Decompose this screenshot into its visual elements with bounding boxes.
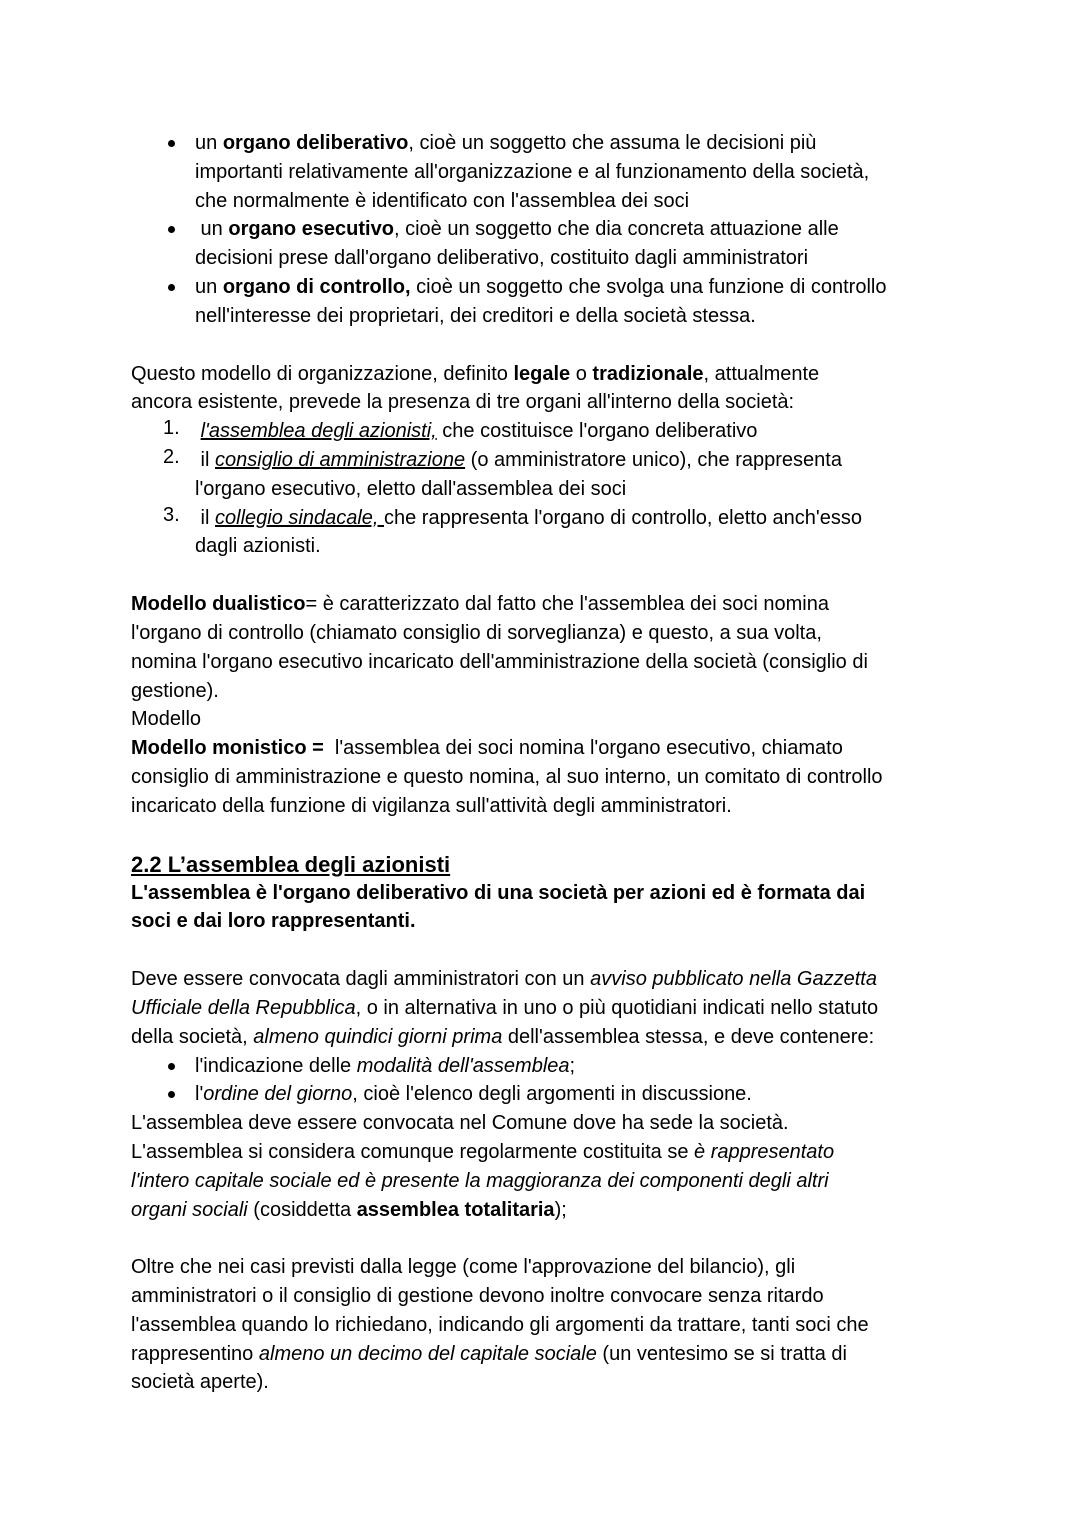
- underlined-term: collegio sindacale,: [215, 506, 384, 529]
- term-bold: assemblea totalitaria: [356, 1198, 555, 1221]
- text: Modello: [131, 708, 202, 731]
- numbered-item: [131, 504, 961, 562]
- dualistic-model-paragraph: [131, 590, 961, 734]
- text: , cioè un soggetto che dia concreta attuazione alle: [393, 218, 839, 241]
- text: L'assemblea è l'organo deliberativo di una società per azioni ed è formata dai: [131, 881, 866, 904]
- text: dagli azionisti.: [195, 535, 321, 558]
- italic-text: organi sociali: [131, 1198, 248, 1221]
- term-bold: organo di controllo,: [222, 275, 411, 298]
- text: Deve essere convocata dagli amministratori con un: [131, 968, 591, 991]
- list-item: [131, 273, 961, 331]
- underlined-term: l'assemblea degli azionisti,: [200, 420, 437, 443]
- list-item: [131, 1080, 961, 1109]
- section-heading: 2.2 L’assemblea degli azionisti: [131, 851, 451, 877]
- text: che rappresenta l'organo di controllo, eletto anch'esso: [384, 506, 862, 529]
- monistic-model-paragraph: [131, 734, 961, 820]
- convocation-paragraph: [131, 965, 961, 1224]
- text: un: [195, 218, 229, 241]
- text: , cioè l'elenco degli argomenti in discussione.: [352, 1083, 752, 1106]
- text: importanti relativamente all'organizzazione e al funzionamento della società,: [195, 160, 870, 183]
- text: l': [195, 1083, 204, 1106]
- text: , cioè un soggetto che assuma le decisioni più: [408, 132, 817, 154]
- text: l'indicazione delle: [195, 1054, 357, 1077]
- closing-paragraph: [131, 1253, 961, 1397]
- text: Questo modello di organizzazione, definito: [131, 362, 514, 385]
- text: consiglio di amministrazione e questo nomina, al suo interno, un comitato di controllo: [131, 765, 883, 788]
- item-number: 2.: [163, 445, 180, 468]
- underlined-term: consiglio di amministrazione: [215, 448, 466, 471]
- text: della società,: [131, 1025, 254, 1048]
- text: = è caratterizzato dal fatto che l'assemblea dei soci nomina: [305, 593, 829, 616]
- italic-text: Ufficiale della Repubblica: [131, 996, 356, 1019]
- text: ;: [569, 1054, 576, 1077]
- text: (un ventesimo se si tratta di: [596, 1342, 847, 1365]
- term-bold: organo deliberativo: [222, 132, 409, 154]
- text: , attualmente: [703, 362, 820, 385]
- bullet-icon: [168, 284, 175, 291]
- text: incaricato della funzione di vigilanza sull'attività degli amministratori.: [131, 794, 732, 817]
- term-bold: tradizionale: [592, 362, 704, 385]
- text: l'organo esecutivo, eletto dall'assemblea dei soci: [195, 477, 627, 500]
- bullet-icon: [168, 226, 175, 233]
- italic-text: almeno un decimo del capitale sociale: [258, 1342, 597, 1365]
- traditional-model-paragraph: [131, 360, 961, 562]
- text: gestione).: [131, 679, 219, 702]
- term-bold: organo esecutivo: [228, 218, 394, 241]
- text: cioè un soggetto che svolga una funzione di controllo: [410, 275, 887, 298]
- text: società aperte).: [131, 1371, 269, 1394]
- italic-text: almeno quindici giorni prima: [253, 1025, 503, 1048]
- section-lead: [131, 879, 961, 937]
- text: nell'interesse dei proprietari, dei creditori e della società stessa.: [195, 304, 756, 327]
- bullet-icon: [168, 1063, 175, 1070]
- text: amministratori o il consiglio di gestione devono inoltre convocare senza ritardo: [131, 1285, 824, 1308]
- term-bold: Modello monistico =: [131, 737, 330, 760]
- text: Oltre che nei casi previsti dalla legge (come l'approvazione del bilancio), gli: [131, 1256, 796, 1279]
- text: che costituisce l'organo deliberativo: [436, 420, 758, 443]
- text: il: [195, 506, 215, 529]
- text: l'assemblea dei soci nomina l'organo esecutivo, chiamato: [329, 737, 843, 760]
- bullet-icon: [168, 1091, 175, 1098]
- bullet-icon: [168, 140, 175, 147]
- text: decisioni prese dall'organo deliberativo, costituito dagli amministratori: [195, 247, 809, 270]
- italic-text: avviso pubblicato nella Gazzetta: [590, 968, 877, 991]
- numbered-item: [131, 446, 961, 504]
- text: (o amministratore unico), che rappresenta: [465, 448, 842, 471]
- text: L'assemblea si considera comunque regolarmente costituita se: [131, 1140, 695, 1163]
- text: che normalmente è identificato con l'assemblea dei soci: [195, 189, 690, 212]
- list-item: [131, 215, 961, 273]
- italic-text: l'intero capitale sociale ed è presente la maggioranza dei componenti degli altri: [131, 1169, 829, 1192]
- text: );: [554, 1198, 567, 1221]
- text: soci e dai loro rappresentanti.: [131, 910, 416, 933]
- text: dell'assemblea stessa, e deve contenere:: [502, 1025, 875, 1048]
- item-number: 1.: [163, 417, 180, 440]
- text: l'organo di controllo (chiamato consiglio di sorveglianza) e questo, a sua volta,: [131, 621, 822, 644]
- text: un: [195, 275, 223, 298]
- text: un: [195, 132, 223, 154]
- italic-text: ordine del giorno: [203, 1083, 353, 1106]
- text: , o in alternativa in uno o più quotidiani indicati nello statuto: [355, 996, 879, 1019]
- organ-bullet-list: [131, 129, 961, 331]
- numbered-item: [131, 417, 961, 446]
- italic-text: modalità dell'assemblea: [356, 1054, 570, 1077]
- document-page: [131, 129, 961, 1397]
- text: nomina l'organo esecutivo incaricato dell'amministrazione della società (consiglio di: [131, 650, 868, 673]
- term-bold: Modello dualistico: [131, 593, 306, 616]
- text: o: [570, 362, 593, 385]
- italic-text: è rappresentato: [694, 1140, 835, 1163]
- text: l'assemblea quando lo richiedano, indicando gli argomenti da trattare, tanti soci che: [131, 1313, 869, 1336]
- text: L'assemblea deve essere convocata nel Comune dove ha sede la società.: [131, 1112, 789, 1135]
- list-item: [131, 129, 961, 215]
- text: (cosiddetta: [247, 1198, 357, 1221]
- term-bold: legale: [513, 362, 571, 385]
- item-number: 3.: [163, 503, 180, 526]
- text: ancora esistente, prevede la presenza di tre organi all'interno della società:: [131, 391, 795, 414]
- text: rappresentino: [131, 1342, 259, 1365]
- convocation-bullet-list: [131, 1052, 961, 1110]
- text: il: [195, 448, 215, 471]
- list-item: [131, 1052, 961, 1081]
